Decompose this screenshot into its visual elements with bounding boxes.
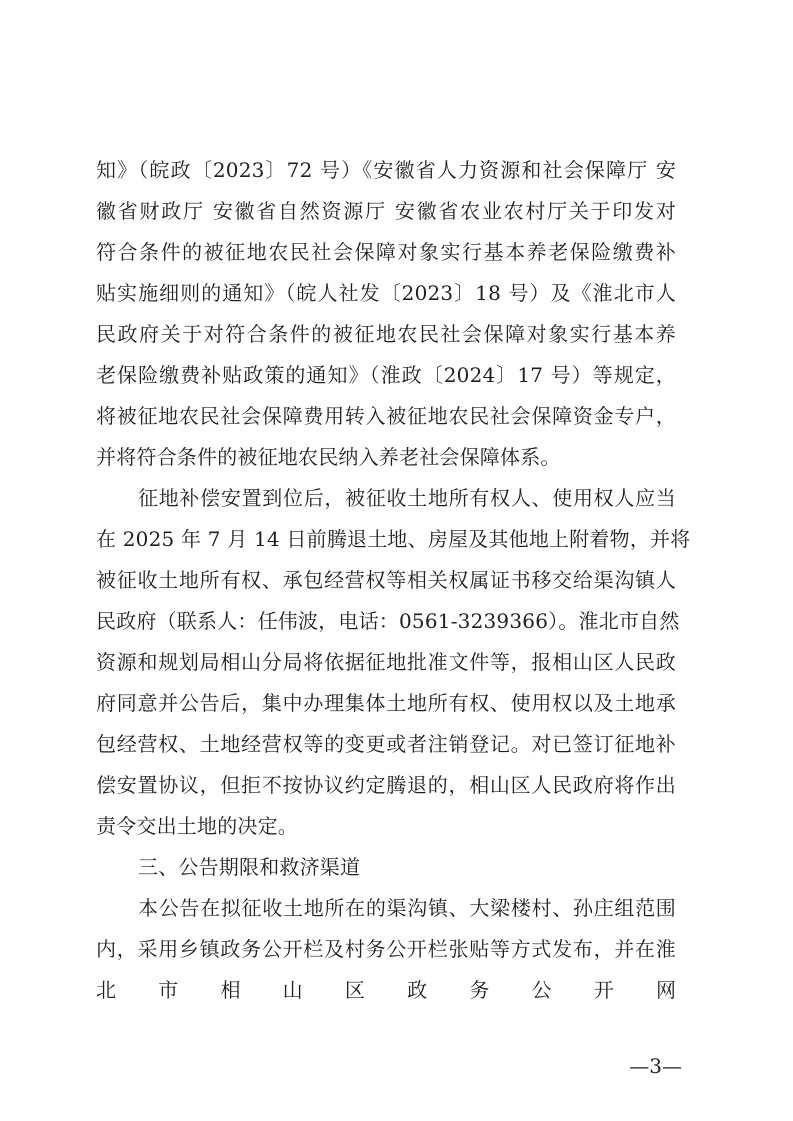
- paragraph-1-line-7: 将被征地农民社会保障费用转入被征地农民社会保障资金专户，: [96, 404, 676, 428]
- paragraph-2-line-4: 民政府（联系人：任伟波，电话：0561-3239366）。淮北市自然: [96, 609, 680, 633]
- paragraph-2-line-1: 征地补偿安置到位后，被征收土地所有权人、使用权人应当: [138, 486, 676, 510]
- paragraph-2-line-8: 偿安置协议，但拒不按协议约定腾退的，相山区人民政府将作出: [96, 773, 676, 797]
- section-heading: 三、公告期限和救济渠道: [138, 855, 361, 879]
- paragraph-2-line-2: 在 2025 年 7 月 14 日前腾退土地、房屋及其他地上附着物，并将: [96, 527, 691, 551]
- paragraph-2-line-7: 包经营权、土地经营权等的变更或者注销登记。对已签订征地补: [96, 732, 676, 756]
- paragraph-1-line-3: 符合条件的被征地农民社会保障对象实行基本养老保险缴费补: [96, 240, 676, 264]
- paragraph-1-line-8: 并将符合条件的被征地农民纳入养老社会保障体系。: [96, 445, 561, 469]
- paragraph-1-line-2: 徽省财政厅 安徽省自然资源厅 安徽省农业农村厅关于印发对: [96, 199, 676, 223]
- paragraph-1-line-5: 民政府关于对符合条件的被征地农民社会保障对象实行基本养: [96, 322, 676, 346]
- paragraph-1-line-1: 知》（皖政〔2023〕72 号）《安徽省人力资源和社会保障厅 安: [96, 158, 676, 182]
- paragraph-3-line-3: 北 市 相 山 区 政 务 公 开 网: [96, 978, 676, 1002]
- paragraph-3-line-1: 本公告在拟征收土地所在的渠沟镇、大梁楼村、孙庄组范围: [138, 896, 676, 920]
- paragraph-2-line-6: 府同意并公告后，集中办理集体土地所有权、使用权以及土地承: [96, 691, 676, 715]
- body-text: [96, 150, 691, 1011]
- paragraph-2-line-5: 资源和规划局相山分局将依据征地批准文件等，报相山区人民政: [96, 650, 676, 674]
- paragraph-1-line-4: 贴实施细则的通知》（皖人社发〔2023〕18 号）及《淮北市人: [96, 281, 676, 305]
- page-number: —3—: [629, 1054, 682, 1078]
- paragraph-2-line-9: 责令交出土地的决定。: [96, 814, 298, 838]
- paragraph-2-line-3: 被征收土地所有权、承包经营权等相关权属证书移交给渠沟镇人: [96, 568, 676, 592]
- paragraph-3-line-2: 内，采用乡镇政务公开栏及村务公开栏张贴等方式发布，并在淮: [96, 937, 676, 961]
- paragraph-1-line-6: 老保险缴费补贴政策的通知》（淮政〔2024〕17 号）等规定，: [96, 363, 676, 387]
